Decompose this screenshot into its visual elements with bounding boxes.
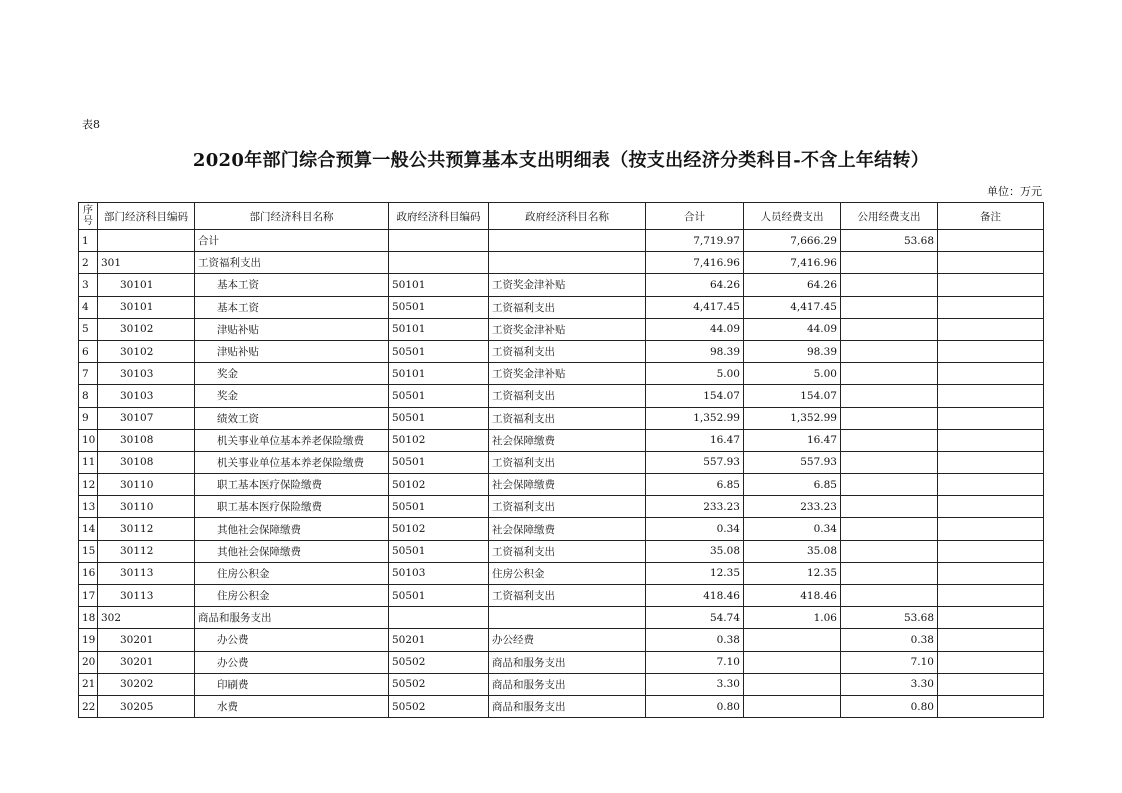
cell-personnel: 7,666.29 xyxy=(744,230,841,252)
cell-seq: 10 xyxy=(79,429,98,451)
cell-seq: 19 xyxy=(79,629,98,651)
cell-remarks xyxy=(938,562,1044,584)
cell-seq: 7 xyxy=(79,363,98,385)
cell-dept-name: 办公费 xyxy=(195,651,389,673)
cell-remarks xyxy=(938,429,1044,451)
cell-dept-code: 30113 xyxy=(98,585,195,607)
cell-gov-name: 工资奖金津补贴 xyxy=(489,363,646,385)
cell-gov-code: 50102 xyxy=(389,518,489,540)
cell-gov-name: 工资奖金津补贴 xyxy=(489,318,646,340)
cell-gov-name: 商品和服务支出 xyxy=(489,651,646,673)
cell-gov-code: 50501 xyxy=(389,296,489,318)
cell-gov-code: 50501 xyxy=(389,540,489,562)
cell-dept-name: 印刷费 xyxy=(195,673,389,695)
cell-seq: 16 xyxy=(79,562,98,584)
table-row xyxy=(79,629,1044,651)
cell-personnel: 557.93 xyxy=(744,451,841,473)
cell-dept-name: 机关事业单位基本养老保险缴费 xyxy=(195,451,389,473)
cell-remarks xyxy=(938,585,1044,607)
cell-gov-name: 社会保障缴费 xyxy=(489,429,646,451)
cell-personnel: 12.35 xyxy=(744,562,841,584)
cell-gov-code: 50101 xyxy=(389,363,489,385)
cell-personnel xyxy=(744,651,841,673)
header-remarks: 备注 xyxy=(938,203,1044,230)
cell-gov-code: 50502 xyxy=(389,695,489,717)
cell-dept-name: 合计 xyxy=(195,230,389,252)
cell-gov-code: 50103 xyxy=(389,562,489,584)
budget-table xyxy=(78,202,1044,718)
table-row xyxy=(79,585,1044,607)
cell-gov-name: 工资福利支出 xyxy=(489,340,646,362)
cell-gov-code: 50101 xyxy=(389,274,489,296)
cell-public: 53.68 xyxy=(841,230,938,252)
cell-gov-code: 50102 xyxy=(389,429,489,451)
cell-personnel: 4,417.45 xyxy=(744,296,841,318)
cell-public xyxy=(841,540,938,562)
cell-gov-name: 商品和服务支出 xyxy=(489,673,646,695)
cell-seq: 22 xyxy=(79,695,98,717)
cell-dept-name: 职工基本医疗保险缴费 xyxy=(195,474,389,496)
table-number-label: 表8 xyxy=(82,118,100,131)
cell-dept-code: 30102 xyxy=(98,340,195,362)
cell-total: 7,719.97 xyxy=(646,230,744,252)
cell-remarks xyxy=(938,451,1044,473)
cell-gov-code: 50502 xyxy=(389,673,489,695)
cell-gov-name: 工资福利支出 xyxy=(489,296,646,318)
cell-dept-name: 住房公积金 xyxy=(195,585,389,607)
cell-remarks xyxy=(938,629,1044,651)
cell-total: 4,417.45 xyxy=(646,296,744,318)
cell-dept-code: 30103 xyxy=(98,363,195,385)
cell-total: 557.93 xyxy=(646,451,744,473)
cell-public xyxy=(841,274,938,296)
table-row xyxy=(79,518,1044,540)
cell-remarks xyxy=(938,385,1044,407)
cell-dept-name: 其他社会保障缴费 xyxy=(195,540,389,562)
cell-seq: 8 xyxy=(79,385,98,407)
cell-gov-name: 工资福利支出 xyxy=(489,451,646,473)
cell-public xyxy=(841,407,938,429)
cell-gov-code: 50101 xyxy=(389,318,489,340)
cell-seq: 13 xyxy=(79,496,98,518)
cell-personnel: 35.08 xyxy=(744,540,841,562)
cell-public xyxy=(841,385,938,407)
cell-dept-name: 津贴补贴 xyxy=(195,340,389,362)
cell-dept-code: 30110 xyxy=(98,474,195,496)
cell-dept-code: 30107 xyxy=(98,407,195,429)
header-gov-code: 政府经济科目编码 xyxy=(389,203,489,230)
table-row xyxy=(79,673,1044,695)
cell-public xyxy=(841,562,938,584)
cell-seq: 9 xyxy=(79,407,98,429)
table-row xyxy=(79,695,1044,717)
cell-remarks xyxy=(938,340,1044,362)
cell-total: 0.80 xyxy=(646,695,744,717)
cell-gov-code xyxy=(389,230,489,252)
cell-dept-code: 30101 xyxy=(98,274,195,296)
table-row xyxy=(79,540,1044,562)
cell-dept-name: 其他社会保障缴费 xyxy=(195,518,389,540)
cell-gov-name: 商品和服务支出 xyxy=(489,695,646,717)
cell-gov-code: 50501 xyxy=(389,340,489,362)
cell-remarks xyxy=(938,363,1044,385)
cell-personnel xyxy=(744,673,841,695)
cell-seq: 1 xyxy=(79,230,98,252)
cell-remarks xyxy=(938,274,1044,296)
cell-gov-name: 社会保障缴费 xyxy=(489,474,646,496)
cell-personnel: 1,352.99 xyxy=(744,407,841,429)
table-row xyxy=(79,363,1044,385)
cell-seq: 12 xyxy=(79,474,98,496)
cell-seq: 4 xyxy=(79,296,98,318)
header-public: 公用经费支出 xyxy=(841,203,938,230)
unit-label: 单位：万元 xyxy=(987,185,1042,198)
cell-remarks xyxy=(938,651,1044,673)
cell-seq: 14 xyxy=(79,518,98,540)
cell-seq: 20 xyxy=(79,651,98,673)
cell-public: 53.68 xyxy=(841,607,938,629)
header-seq: 序号 xyxy=(79,203,98,230)
cell-seq: 6 xyxy=(79,340,98,362)
cell-public xyxy=(841,518,938,540)
header-gov-name: 政府经济科目名称 xyxy=(489,203,646,230)
header-total: 合计 xyxy=(646,203,744,230)
cell-public: 7.10 xyxy=(841,651,938,673)
cell-total: 98.39 xyxy=(646,340,744,362)
cell-seq: 18 xyxy=(79,607,98,629)
cell-remarks xyxy=(938,518,1044,540)
cell-public xyxy=(841,429,938,451)
cell-seq: 21 xyxy=(79,673,98,695)
cell-dept-code: 30202 xyxy=(98,673,195,695)
cell-dept-code: 30113 xyxy=(98,562,195,584)
cell-dept-name: 基本工资 xyxy=(195,296,389,318)
cell-total: 44.09 xyxy=(646,318,744,340)
cell-gov-code: 50501 xyxy=(389,496,489,518)
header-dept-name: 部门经济科目名称 xyxy=(195,203,389,230)
cell-public: 3.30 xyxy=(841,673,938,695)
cell-public: 0.38 xyxy=(841,629,938,651)
cell-gov-code xyxy=(389,607,489,629)
table-row xyxy=(79,385,1044,407)
table-row xyxy=(79,651,1044,673)
cell-gov-code: 50201 xyxy=(389,629,489,651)
cell-dept-name: 绩效工资 xyxy=(195,407,389,429)
cell-public xyxy=(841,363,938,385)
cell-personnel xyxy=(744,629,841,651)
table-row xyxy=(79,407,1044,429)
cell-personnel: 7,416.96 xyxy=(744,252,841,274)
cell-personnel: 5.00 xyxy=(744,363,841,385)
table-row xyxy=(79,562,1044,584)
cell-personnel: 64.26 xyxy=(744,274,841,296)
cell-personnel: 418.46 xyxy=(744,585,841,607)
cell-dept-name: 津贴补贴 xyxy=(195,318,389,340)
cell-dept-code: 30103 xyxy=(98,385,195,407)
cell-public xyxy=(841,451,938,473)
cell-seq: 17 xyxy=(79,585,98,607)
cell-total: 12.35 xyxy=(646,562,744,584)
cell-dept-code: 30201 xyxy=(98,651,195,673)
cell-personnel: 44.09 xyxy=(744,318,841,340)
cell-total: 233.23 xyxy=(646,496,744,518)
header-personnel: 人员经费支出 xyxy=(744,203,841,230)
cell-public xyxy=(841,252,938,274)
cell-dept-name: 奖金 xyxy=(195,385,389,407)
cell-remarks xyxy=(938,695,1044,717)
header-dept-code: 部门经济科目编码 xyxy=(98,203,195,230)
cell-public xyxy=(841,474,938,496)
cell-gov-code: 50102 xyxy=(389,474,489,496)
page-title: 2020年部门综合预算一般公共预算基本支出明细表（按支出经济分类科目-不含上年结转） xyxy=(192,150,930,171)
cell-dept-code: 30112 xyxy=(98,518,195,540)
cell-gov-code: 50502 xyxy=(389,651,489,673)
cell-total: 0.38 xyxy=(646,629,744,651)
cell-dept-code: 30108 xyxy=(98,429,195,451)
cell-gov-name: 工资福利支出 xyxy=(489,540,646,562)
cell-dept-code: 30101 xyxy=(98,296,195,318)
cell-gov-name: 工资福利支出 xyxy=(489,585,646,607)
cell-total: 0.34 xyxy=(646,518,744,540)
cell-personnel: 154.07 xyxy=(744,385,841,407)
cell-dept-code: 301 xyxy=(98,252,195,274)
cell-public: 0.80 xyxy=(841,695,938,717)
cell-total: 54.74 xyxy=(646,607,744,629)
cell-total: 418.46 xyxy=(646,585,744,607)
table-header-row xyxy=(79,203,1044,230)
cell-dept-name: 奖金 xyxy=(195,363,389,385)
cell-remarks xyxy=(938,318,1044,340)
cell-total: 64.26 xyxy=(646,274,744,296)
cell-gov-name xyxy=(489,607,646,629)
cell-dept-code: 30112 xyxy=(98,540,195,562)
cell-personnel: 0.34 xyxy=(744,518,841,540)
cell-total: 5.00 xyxy=(646,363,744,385)
cell-total: 154.07 xyxy=(646,385,744,407)
table-row xyxy=(79,274,1044,296)
cell-remarks xyxy=(938,407,1044,429)
cell-dept-code: 30110 xyxy=(98,496,195,518)
cell-remarks xyxy=(938,252,1044,274)
cell-public xyxy=(841,585,938,607)
cell-dept-name: 住房公积金 xyxy=(195,562,389,584)
table-row xyxy=(79,451,1044,473)
cell-gov-name xyxy=(489,230,646,252)
cell-total: 6.85 xyxy=(646,474,744,496)
table-row xyxy=(79,230,1044,252)
cell-dept-name: 职工基本医疗保险缴费 xyxy=(195,496,389,518)
cell-gov-code xyxy=(389,252,489,274)
cell-dept-code: 30205 xyxy=(98,695,195,717)
cell-public xyxy=(841,296,938,318)
cell-dept-code xyxy=(98,230,195,252)
cell-gov-code: 50501 xyxy=(389,385,489,407)
table-row xyxy=(79,496,1044,518)
table-row xyxy=(79,296,1044,318)
cell-seq: 2 xyxy=(79,252,98,274)
cell-dept-name: 工资福利支出 xyxy=(195,252,389,274)
cell-seq: 15 xyxy=(79,540,98,562)
cell-remarks xyxy=(938,540,1044,562)
cell-personnel: 233.23 xyxy=(744,496,841,518)
cell-personnel: 6.85 xyxy=(744,474,841,496)
cell-public xyxy=(841,318,938,340)
cell-remarks xyxy=(938,496,1044,518)
cell-total: 7.10 xyxy=(646,651,744,673)
cell-seq: 3 xyxy=(79,274,98,296)
cell-gov-name: 工资奖金津补贴 xyxy=(489,274,646,296)
cell-personnel: 16.47 xyxy=(744,429,841,451)
cell-dept-name: 商品和服务支出 xyxy=(195,607,389,629)
cell-gov-code: 50501 xyxy=(389,407,489,429)
cell-total: 16.47 xyxy=(646,429,744,451)
cell-dept-code: 30108 xyxy=(98,451,195,473)
cell-total: 7,416.96 xyxy=(646,252,744,274)
cell-remarks xyxy=(938,474,1044,496)
cell-personnel: 98.39 xyxy=(744,340,841,362)
cell-public xyxy=(841,340,938,362)
cell-remarks xyxy=(938,607,1044,629)
cell-remarks xyxy=(938,673,1044,695)
cell-dept-code: 30102 xyxy=(98,318,195,340)
cell-dept-name: 水费 xyxy=(195,695,389,717)
cell-gov-name: 工资福利支出 xyxy=(489,407,646,429)
table-row xyxy=(79,474,1044,496)
cell-total: 35.08 xyxy=(646,540,744,562)
cell-personnel xyxy=(744,695,841,717)
cell-dept-name: 基本工资 xyxy=(195,274,389,296)
table-row xyxy=(79,318,1044,340)
cell-dept-name: 办公费 xyxy=(195,629,389,651)
table-row xyxy=(79,429,1044,451)
table-row xyxy=(79,252,1044,274)
table-row xyxy=(79,340,1044,362)
cell-gov-name xyxy=(489,252,646,274)
cell-personnel: 1.06 xyxy=(744,607,841,629)
cell-public xyxy=(841,496,938,518)
cell-remarks xyxy=(938,296,1044,318)
cell-gov-name: 办公经费 xyxy=(489,629,646,651)
cell-gov-name: 工资福利支出 xyxy=(489,385,646,407)
cell-remarks xyxy=(938,230,1044,252)
table-row xyxy=(79,607,1044,629)
cell-dept-code: 302 xyxy=(98,607,195,629)
cell-gov-code: 50501 xyxy=(389,451,489,473)
cell-seq: 5 xyxy=(79,318,98,340)
cell-dept-code: 30201 xyxy=(98,629,195,651)
cell-gov-code: 50501 xyxy=(389,585,489,607)
cell-gov-name: 住房公积金 xyxy=(489,562,646,584)
cell-total: 1,352.99 xyxy=(646,407,744,429)
cell-gov-name: 社会保障缴费 xyxy=(489,518,646,540)
cell-gov-name: 工资福利支出 xyxy=(489,496,646,518)
cell-total: 3.30 xyxy=(646,673,744,695)
cell-seq: 11 xyxy=(79,451,98,473)
cell-dept-name: 机关事业单位基本养老保险缴费 xyxy=(195,429,389,451)
